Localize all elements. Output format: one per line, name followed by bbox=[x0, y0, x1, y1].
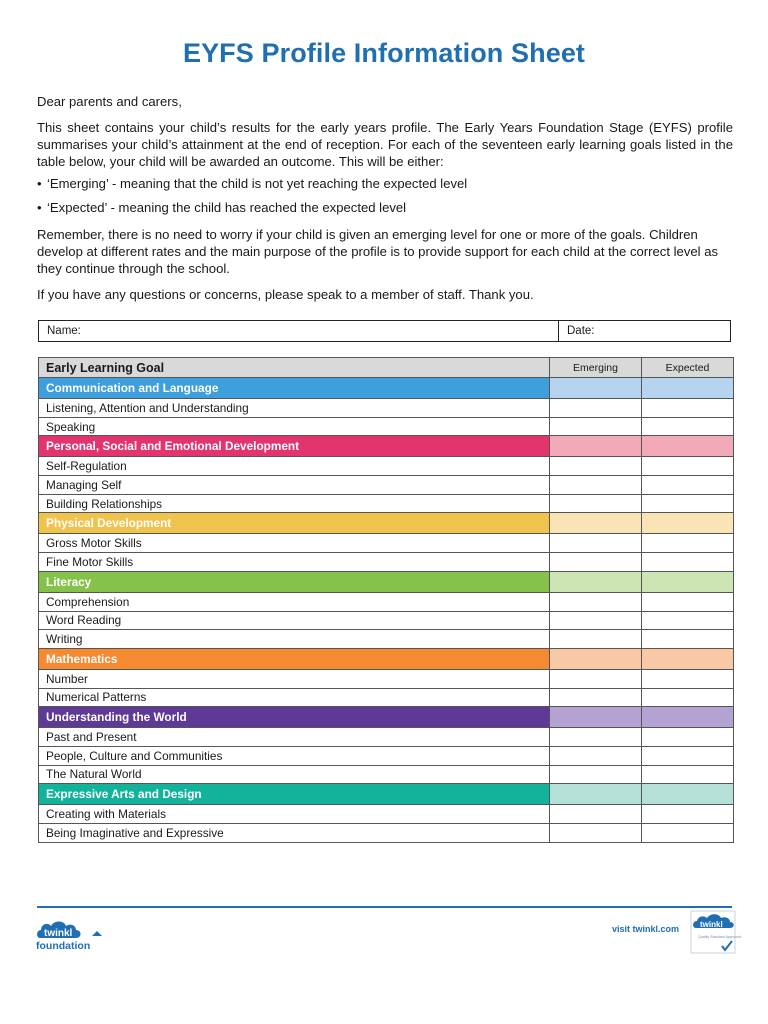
emerging-cell[interactable] bbox=[550, 534, 642, 553]
expected-cell[interactable] bbox=[642, 417, 734, 436]
bullet-dot-icon: • bbox=[37, 176, 42, 191]
table-header-row bbox=[39, 358, 734, 378]
goal-column-header: Early Learning Goal bbox=[39, 358, 550, 378]
category-row bbox=[39, 648, 734, 669]
expected-cell[interactable] bbox=[642, 592, 734, 611]
table-row bbox=[39, 611, 734, 630]
category-expected-cell bbox=[642, 513, 734, 534]
goal-name: Writing bbox=[39, 630, 550, 649]
expected-cell[interactable] bbox=[642, 805, 734, 824]
name-label: Name: bbox=[47, 325, 81, 337]
emerging-cell[interactable] bbox=[550, 417, 642, 436]
table-row bbox=[39, 728, 734, 747]
category-row bbox=[39, 707, 734, 728]
emerging-column-header: Emerging bbox=[550, 358, 642, 378]
bullet-text: ‘Expected’ - meaning the child has reached the expected level bbox=[47, 200, 407, 215]
logo-subtext: foundation bbox=[36, 940, 91, 952]
table-row bbox=[39, 457, 734, 476]
table-row bbox=[39, 805, 734, 824]
goal-name: Number bbox=[39, 669, 550, 688]
questions-paragraph: If you have any questions or concerns, please speak to a member of staff. Thank you. bbox=[37, 287, 534, 302]
table-row bbox=[39, 592, 734, 611]
goal-name: Past and Present bbox=[39, 728, 550, 747]
expected-cell[interactable] bbox=[642, 457, 734, 476]
emerging-cell[interactable] bbox=[550, 476, 642, 495]
expected-column-header: Expected bbox=[642, 358, 734, 378]
emerging-cell[interactable] bbox=[550, 399, 642, 418]
emerging-cell[interactable] bbox=[550, 457, 642, 476]
bullet-emerging bbox=[37, 176, 467, 193]
remember-paragraph: Remember, there is no need to worry if your child is given an emerging level for one or more of the goals. Children develop at different rates and the main purpose of the profile is to provide support for each child at the correct level as they continue through the school. bbox=[37, 227, 719, 276]
expected-cell[interactable] bbox=[642, 728, 734, 747]
name-date-box bbox=[38, 320, 731, 342]
category-row bbox=[39, 571, 734, 592]
badge-text: twinkl bbox=[700, 920, 723, 929]
emerging-cell[interactable] bbox=[550, 494, 642, 513]
badge-subtext: Quality Standard Approved bbox=[698, 935, 741, 939]
goal-name: Listening, Attention and Understanding bbox=[39, 399, 550, 418]
expected-cell[interactable] bbox=[642, 765, 734, 784]
emerging-cell[interactable] bbox=[550, 805, 642, 824]
emerging-cell[interactable] bbox=[550, 669, 642, 688]
goal-name: The Natural World bbox=[39, 765, 550, 784]
table-row bbox=[39, 824, 734, 843]
page-title: EYFS Profile Information Sheet bbox=[182, 38, 586, 68]
category-expected-cell bbox=[642, 571, 734, 592]
category-expected-cell bbox=[642, 784, 734, 805]
emerging-cell[interactable] bbox=[550, 630, 642, 649]
expected-cell[interactable] bbox=[642, 669, 734, 688]
footer-divider bbox=[37, 906, 732, 908]
emerging-cell[interactable] bbox=[550, 824, 642, 843]
table-row bbox=[39, 669, 734, 688]
table-row bbox=[39, 534, 734, 553]
goal-name: Word Reading bbox=[39, 611, 550, 630]
date-label: Date: bbox=[567, 325, 595, 337]
emerging-cell[interactable] bbox=[550, 746, 642, 765]
logo-roof-icon bbox=[92, 931, 102, 936]
category-emerging-cell bbox=[550, 648, 642, 669]
goal-name: Numerical Patterns bbox=[39, 688, 550, 707]
category-expected-cell bbox=[642, 378, 734, 399]
goal-name: Speaking bbox=[39, 417, 550, 436]
category-name: Physical Development bbox=[39, 513, 550, 534]
goal-name: Creating with Materials bbox=[39, 805, 550, 824]
expected-cell[interactable] bbox=[642, 494, 734, 513]
emerging-cell[interactable] bbox=[550, 765, 642, 784]
expected-cell[interactable] bbox=[642, 630, 734, 649]
table-row bbox=[39, 494, 734, 513]
category-row bbox=[39, 436, 734, 457]
visit-link[interactable]: visit twinkl.com bbox=[612, 924, 680, 934]
category-name: Literacy bbox=[39, 571, 550, 592]
goal-name: Gross Motor Skills bbox=[39, 534, 550, 553]
expected-cell[interactable] bbox=[642, 746, 734, 765]
goal-name: Fine Motor Skills bbox=[39, 553, 550, 572]
category-emerging-cell bbox=[550, 513, 642, 534]
goal-name: Managing Self bbox=[39, 476, 550, 495]
expected-cell[interactable] bbox=[642, 553, 734, 572]
category-name: Communication and Language bbox=[39, 378, 550, 399]
category-emerging-cell bbox=[550, 707, 642, 728]
date-field[interactable] bbox=[559, 321, 730, 341]
category-name: Personal, Social and Emotional Development bbox=[39, 436, 550, 457]
early-learning-goals-table bbox=[38, 357, 734, 843]
category-emerging-cell bbox=[550, 436, 642, 457]
bullet-text: ‘Emerging’ - meaning that the child is not yet reaching the expected level bbox=[47, 176, 468, 191]
twinkl-foundation-logo bbox=[36, 916, 102, 952]
name-field[interactable] bbox=[39, 321, 559, 341]
category-row bbox=[39, 513, 734, 534]
category-name: Mathematics bbox=[39, 648, 550, 669]
category-expected-cell bbox=[642, 648, 734, 669]
bullet-expected bbox=[37, 200, 406, 217]
table-row bbox=[39, 746, 734, 765]
table-row bbox=[39, 688, 734, 707]
expected-cell[interactable] bbox=[642, 476, 734, 495]
goal-name: People, Culture and Communities bbox=[39, 746, 550, 765]
category-name: Expressive Arts and Design bbox=[39, 784, 550, 805]
expected-cell[interactable] bbox=[642, 534, 734, 553]
table-row bbox=[39, 630, 734, 649]
table-row bbox=[39, 553, 734, 572]
expected-cell[interactable] bbox=[642, 688, 734, 707]
expected-cell[interactable] bbox=[642, 399, 734, 418]
table-row bbox=[39, 765, 734, 784]
goal-name: Comprehension bbox=[39, 592, 550, 611]
logo-text: twinkl bbox=[44, 928, 73, 939]
goal-name: Self-Regulation bbox=[39, 457, 550, 476]
category-emerging-cell bbox=[550, 784, 642, 805]
emerging-cell[interactable] bbox=[550, 553, 642, 572]
category-expected-cell bbox=[642, 707, 734, 728]
emerging-cell[interactable] bbox=[550, 592, 642, 611]
table-row bbox=[39, 417, 734, 436]
category-emerging-cell bbox=[550, 378, 642, 399]
category-name: Understanding the World bbox=[39, 707, 550, 728]
table-row bbox=[39, 399, 734, 418]
table-row bbox=[39, 476, 734, 495]
quality-badge bbox=[690, 910, 741, 954]
goal-name: Building Relationships bbox=[39, 494, 550, 513]
bullet-dot-icon: • bbox=[37, 200, 42, 215]
goal-name: Being Imaginative and Expressive bbox=[39, 824, 550, 843]
emerging-cell[interactable] bbox=[550, 688, 642, 707]
emerging-cell[interactable] bbox=[550, 611, 642, 630]
expected-cell[interactable] bbox=[642, 611, 734, 630]
greeting: Dear parents and carers, bbox=[37, 94, 182, 109]
category-row bbox=[39, 378, 734, 399]
expected-cell[interactable] bbox=[642, 824, 734, 843]
category-row bbox=[39, 784, 734, 805]
emerging-cell[interactable] bbox=[550, 728, 642, 747]
category-emerging-cell bbox=[550, 571, 642, 592]
intro-paragraph: This sheet contains your child’s results for the early years profile. The Early Years Foundation Stage (EYFS) profile summarises your child’s attainment at the end of reception. For each of the seventeen early learning goals listed in the table below, your child will be awarded an outcome. This will be either: bbox=[37, 120, 733, 169]
category-expected-cell bbox=[642, 436, 734, 457]
